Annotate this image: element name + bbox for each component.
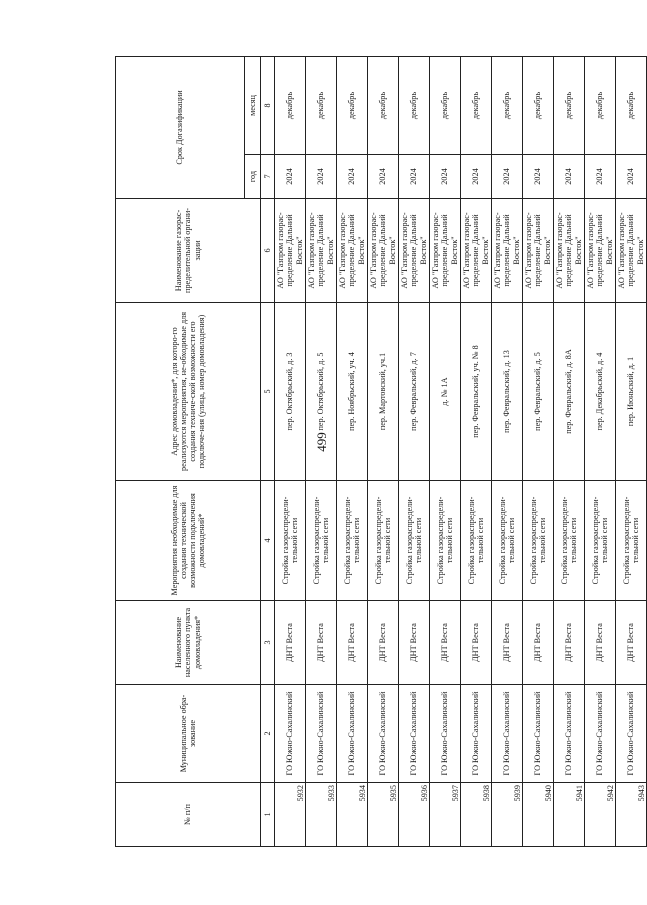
cell-measure: Стройка газораспредели-тельной сети [306, 481, 337, 601]
cell-measure: Стройка газораспредели-тельной сети [368, 481, 399, 601]
page-number: 499 [314, 432, 329, 452]
table-row [616, 57, 647, 847]
col-index: 1 [261, 783, 275, 847]
cell-organization: АО "Газпром газорас-пределение Дальний Восток" [616, 199, 647, 303]
cell-address: пер. Июньский, д. 1 [616, 303, 647, 481]
table-row [492, 57, 523, 847]
cell-year: 2024 [616, 155, 647, 199]
cell-month: декабрь [368, 57, 399, 155]
cell-measure: Стройка газораспредели-тельной сети [585, 481, 616, 601]
table-row [523, 57, 554, 847]
table-container [115, 57, 646, 847]
cell-municipality: ГО Южно-Сахалинский [616, 685, 647, 783]
cell-settlement: ДНТ Веста [616, 601, 647, 685]
cell-number: 5937 [430, 783, 461, 847]
col-index: 8 [261, 57, 275, 155]
cell-address: пер. Мартовский, уч.1 [368, 303, 399, 481]
cell-settlement: ДНТ Веста [492, 601, 523, 685]
table-row [430, 57, 461, 847]
cell-municipality: ГО Южно-Сахалинский [585, 685, 616, 783]
col-index: 4 [261, 481, 275, 601]
cell-number: 5938 [461, 783, 492, 847]
table-row [275, 57, 306, 847]
cell-municipality: ГО Южно-Сахалинский [275, 685, 306, 783]
cell-municipality: ГО Южно-Сахалинский [523, 685, 554, 783]
header-year: год [245, 155, 261, 199]
cell-measure: Стройка газораспредели-тельной сети [461, 481, 492, 601]
cell-month: декабрь [616, 57, 647, 155]
cell-municipality: ГО Южно-Сахалинский [368, 685, 399, 783]
cell-municipality: ГО Южно-Сахалинский [306, 685, 337, 783]
cell-organization: АО "Газпром газорас-пределение Дальний Восток" [275, 199, 306, 303]
cell-organization: АО "Газпром газорас-пределение Дальний Восток" [430, 199, 461, 303]
cell-year: 2024 [461, 155, 492, 199]
cell-number: 5936 [399, 783, 430, 847]
col-index: 6 [261, 199, 275, 303]
cell-number: 5942 [585, 783, 616, 847]
cell-month: декабрь [523, 57, 554, 155]
cell-municipality: ГО Южно-Сахалинский [337, 685, 368, 783]
header-number: № п/п [116, 783, 261, 847]
cell-organization: АО "Газпром газорас-пределение Дальний Восток" [585, 199, 616, 303]
header-measures: Мероприятия необходимые для создания технической возможности подключения домовладений* [116, 481, 261, 601]
cell-address: пер. Декабрьский, д. 4 [585, 303, 616, 481]
cell-organization: АО "Газпром газорас-пределение Дальний Восток" [523, 199, 554, 303]
cell-municipality: ГО Южно-Сахалинский [554, 685, 585, 783]
cell-settlement: ДНТ Веста [523, 601, 554, 685]
cell-year: 2024 [275, 155, 306, 199]
cell-settlement: ДНТ Веста [368, 601, 399, 685]
cell-year: 2024 [430, 155, 461, 199]
table-row [399, 57, 430, 847]
header-settlement: Наименование населенного пункта домовладения* [116, 601, 261, 685]
cell-address: пер. Февральский, д. 13 [492, 303, 523, 481]
cell-address: д. № 1А [430, 303, 461, 481]
header-month: месяц [245, 57, 261, 155]
cell-settlement: ДНТ Веста [399, 601, 430, 685]
cell-measure: Стройка газораспредели-тельной сети [399, 481, 430, 601]
cell-month: декабрь [399, 57, 430, 155]
cell-year: 2024 [368, 155, 399, 199]
cell-municipality: ГО Южно-Сахалинский [430, 685, 461, 783]
cell-municipality: ГО Южно-Сахалинский [399, 685, 430, 783]
cell-year: 2024 [399, 155, 430, 199]
cell-address: пер. Февральский, д. 8А [554, 303, 585, 481]
cell-month: декабрь [492, 57, 523, 155]
cell-year: 2024 [585, 155, 616, 199]
cell-measure: Стройка газораспредели-тельной сети [430, 481, 461, 601]
cell-number: 5933 [306, 783, 337, 847]
header-municipality: Муниципальное обра-зование [116, 685, 261, 783]
rotated-table-frame [115, 57, 646, 847]
cell-organization: АО "Газпром газорас-пределение Дальний Восток" [554, 199, 585, 303]
table-row [306, 57, 337, 847]
cell-number: 5932 [275, 783, 306, 847]
cell-measure: Стройка газораспредели-тельной сети [523, 481, 554, 601]
cell-organization: АО "Газпром газорас-пределение Дальний Восток" [306, 199, 337, 303]
cell-year: 2024 [306, 155, 337, 199]
cell-settlement: ДНТ Веста [275, 601, 306, 685]
header-address: Адрес домовладения*, для которо-го реализуются мероприятия, не-обходимые для создания техниче-ской возможности его подключе-ния (улица, номер домовладения) [116, 303, 261, 481]
table-row [461, 57, 492, 847]
cell-address: пер. Февральский, д. 7 [399, 303, 430, 481]
cell-settlement: ДНТ Веста [585, 601, 616, 685]
cell-month: декабрь [275, 57, 306, 155]
cell-measure: Стройка газораспредели-тельной сети [616, 481, 647, 601]
header-organization: Наименование газорас-пределительной органи-зации [116, 199, 261, 303]
cell-measure: Стройка газораспредели-тельной сети [492, 481, 523, 601]
cell-year: 2024 [554, 155, 585, 199]
cell-number: 5939 [492, 783, 523, 847]
cell-settlement: ДНТ Веста [461, 601, 492, 685]
col-index: 7 [261, 155, 275, 199]
cell-address: пер. Февральский, д. 5 [523, 303, 554, 481]
col-index: 5 [261, 303, 275, 481]
table-row [337, 57, 368, 847]
cell-organization: АО "Газпром газорас-пределение Дальний Восток" [368, 199, 399, 303]
cell-month: декабрь [306, 57, 337, 155]
header-deadline: Срок Догазификации [116, 57, 245, 199]
column-numbering-row [261, 57, 275, 847]
cell-municipality: ГО Южно-Сахалинский [461, 685, 492, 783]
cell-month: декабрь [461, 57, 492, 155]
cell-month: декабрь [337, 57, 368, 155]
cell-settlement: ДНТ Веста [337, 601, 368, 685]
cell-municipality: ГО Южно-Сахалинский [492, 685, 523, 783]
cell-measure: Стройка газораспредели-тельной сети [275, 481, 306, 601]
cell-number: 5941 [554, 783, 585, 847]
cell-number: 5935 [368, 783, 399, 847]
cell-settlement: ДНТ Веста [306, 601, 337, 685]
cell-organization: АО "Газпром газорас-пределение Дальний Восток" [399, 199, 430, 303]
gasification-table [115, 56, 647, 847]
cell-number: 5943 [616, 783, 647, 847]
cell-measure: Стройка газораспредели-тельной сети [337, 481, 368, 601]
cell-settlement: ДНТ Веста [554, 601, 585, 685]
cell-organization: АО "Газпром газорас-пределение Дальний Восток" [461, 199, 492, 303]
cell-address: пер. Октябрьский, д. 5 [306, 303, 337, 481]
cell-organization: АО "Газпром газорас-пределение Дальний Восток" [337, 199, 368, 303]
cell-year: 2024 [492, 155, 523, 199]
cell-month: декабрь [585, 57, 616, 155]
cell-address: пер. Ноябрьский, уч. 4 [337, 303, 368, 481]
cell-year: 2024 [337, 155, 368, 199]
cell-number: 5934 [337, 783, 368, 847]
table-body [275, 57, 647, 847]
cell-measure: Стройка газораспредели-тельной сети [554, 481, 585, 601]
cell-month: декабрь [554, 57, 585, 155]
cell-address: пер. Октябрьский, д. 3 [275, 303, 306, 481]
table-row [585, 57, 616, 847]
table-header [116, 57, 275, 847]
cell-year: 2024 [523, 155, 554, 199]
cell-organization: АО "Газпром газорас-пределение Дальний Восток" [492, 199, 523, 303]
cell-month: декабрь [430, 57, 461, 155]
cell-address: пер. Февральский, уч. № 8 [461, 303, 492, 481]
cell-settlement: ДНТ Веста [430, 601, 461, 685]
col-index: 3 [261, 601, 275, 685]
table-row [554, 57, 585, 847]
cell-number: 5940 [523, 783, 554, 847]
table-row [368, 57, 399, 847]
col-index: 2 [261, 685, 275, 783]
